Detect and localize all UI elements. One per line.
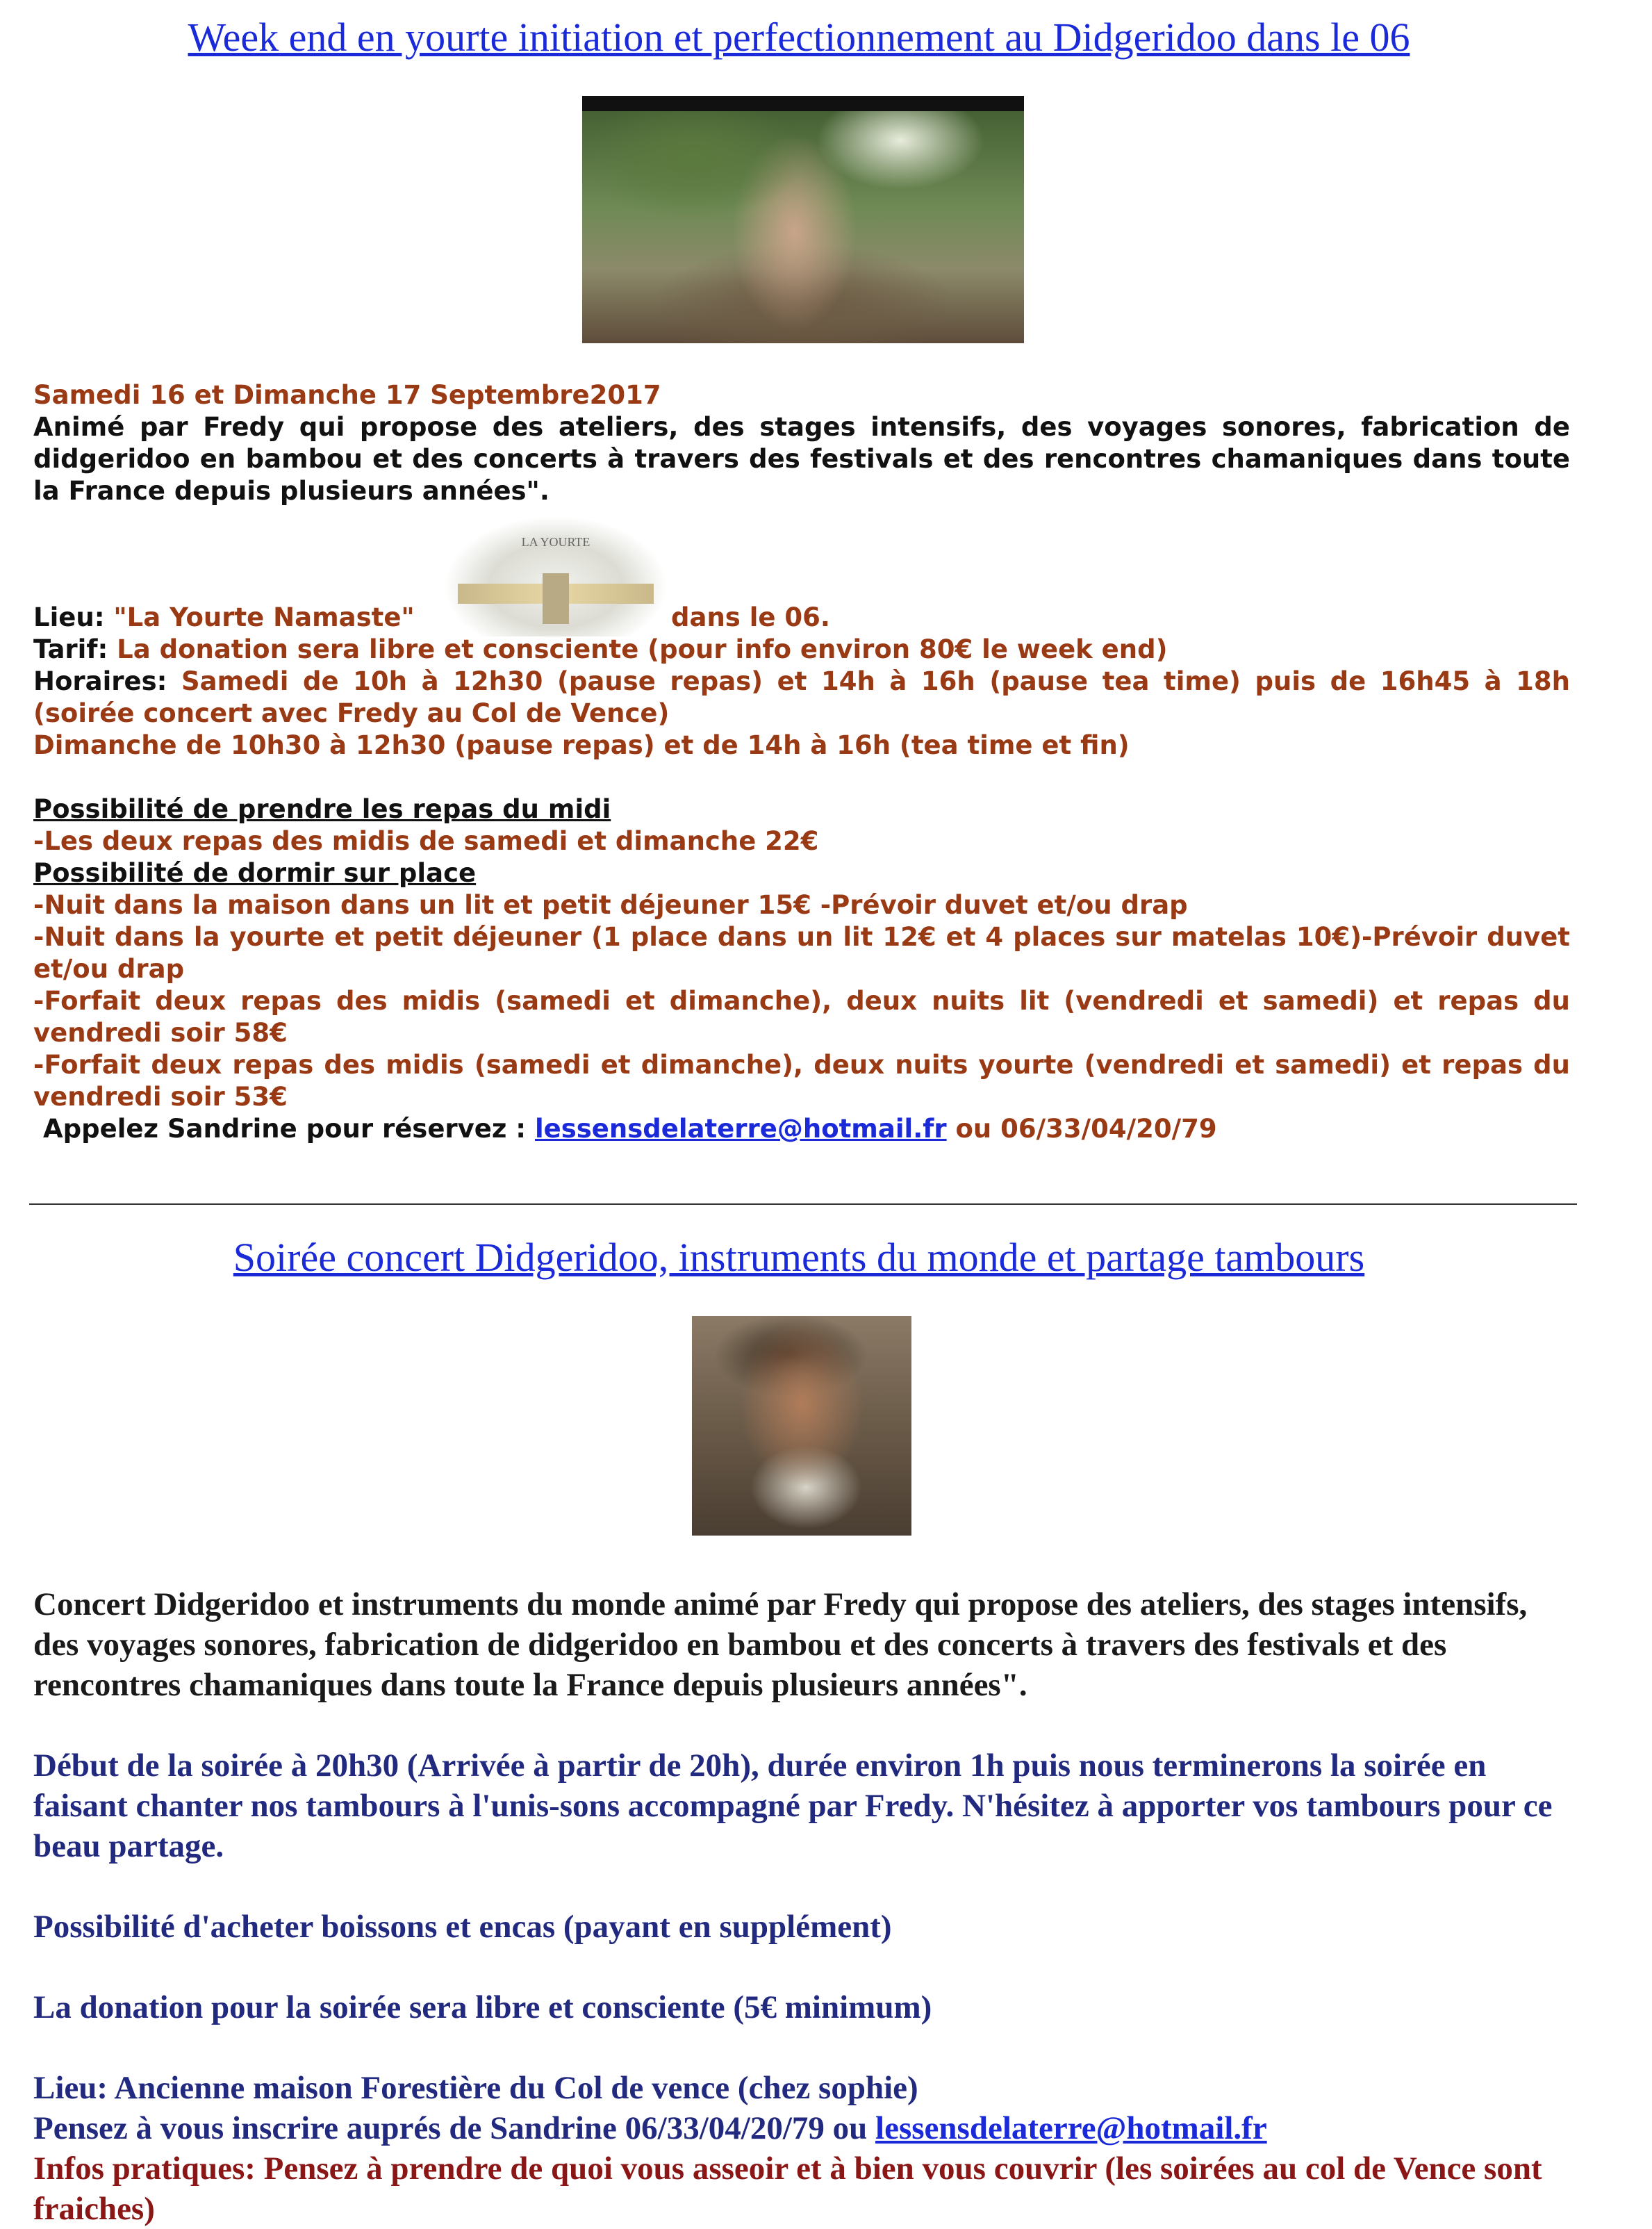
concert-intro: Concert Didgeridoo et instruments du monde animé par Fredy qui propose des ateliers, des stages intensifs, des voyages sonores, fabrication de didgeridoo en bambou et des concerts à travers des festivals et des rencontres chamaniques dans toute la France depuis plusieurs années". — [33, 1586, 1528, 1703]
dormir-item: -Forfait deux repas des midis (samedi et dimanche), deux nuits lit (vendredi et samedi) et repas du vendredi soir 58€ — [33, 986, 1570, 1048]
phone-status-bar — [582, 96, 1024, 111]
yurt-door — [543, 573, 569, 624]
repas-item: -Les deux repas des midis de samedi et dimanche 22€ — [33, 826, 819, 856]
lieu-value: "La Yourte Namaste" — [113, 602, 415, 632]
contact-email-link[interactable]: lessensdelaterre@hotmail.fr — [534, 1114, 947, 1144]
didgeridoo-workshop-photo — [582, 96, 1024, 343]
dormir-item: -Forfait deux repas des midis (samedi et dimanche), deux nuits yourte (vendredi et samedi) et repas du vendredi soir 53€ — [33, 1050, 1570, 1112]
concert-debut: Début de la soirée à 20h30 (Arrivée à partir de 20h), durée environ 1h puis nous terminerons la soirée en faisant chanter nos tambours à l'unis-sons accompagné par Fredy. N'hésitez à apporter vos tambours pour ce beau partage. — [33, 1747, 1553, 1864]
fredy-portrait-photo — [692, 1316, 911, 1536]
contact-line — [43, 1113, 1217, 1145]
tarif-value: La donation sera libre et consciente (pour info environ 80€ le week end) — [117, 634, 1168, 664]
inscrire-line — [33, 2108, 1267, 2148]
yurt-image — [445, 510, 667, 636]
contact-prefix: Appelez Sandrine pour réservez : — [43, 1114, 527, 1144]
tarif-line — [33, 634, 1167, 666]
section2-title[interactable]: Soirée concert Didgeridoo, instruments du monde et partage tambours — [233, 1235, 1365, 1280]
infos-pratiques: Infos pratiques: Pensez à prendre de quoi vous asseoir et à bien vous couvrir (les soirées au col de Vence sont fraiches) — [33, 2150, 1542, 2227]
inscrire-prefix: Pensez à vous inscrire auprés de Sandrine 06/33/04/20/79 ou — [33, 2110, 868, 2146]
event-intro: Animé par Fredy qui propose des ateliers, des stages intensifs, des voyages sonores, fabrication de didgeridoo en bambou et des concerts à travers des festivals et des rencontres chamaniques dans toute la France depuis plusieurs années". — [33, 412, 1570, 506]
dimanche-line: Dimanche de 10h30 à 12h30 (pause repas) et de 14h à 16h (tea time et fin) — [33, 730, 1130, 760]
tarif-label: Tarif: — [33, 634, 108, 664]
horaires-label: Horaires: — [33, 666, 167, 696]
event-date: Samedi 16 et Dimanche 17 Septembre2017 — [33, 380, 661, 410]
inscrire-email-link[interactable]: lessensdelaterre@hotmail.fr — [875, 2110, 1267, 2146]
lieu-suffix: dans le 06. — [671, 602, 830, 632]
yurt-sign: LA YOURTE — [521, 535, 590, 549]
contact-phone: ou 06/33/04/20/79 — [955, 1114, 1217, 1144]
lieu-line — [33, 602, 415, 634]
dormir-item: -Nuit dans la maison dans un lit et petit déjeuner 15€ -Prévoir duvet et/ou drap — [33, 890, 1188, 920]
dormir-heading: Possibilité de dormir sur place — [33, 858, 477, 888]
repas-heading: Possibilité de prendre les repas du midi — [33, 794, 611, 824]
section1-title[interactable]: Week end en yourte initiation et perfectionnement au Didgeridoo dans le 06 — [188, 15, 1410, 60]
concert-lieu: Lieu: Ancienne maison Forestière du Col de vence (chez sophie) — [33, 2070, 918, 2106]
concert-donation: La donation pour la soirée sera libre et consciente (5€ minimum) — [33, 1989, 932, 2025]
section-divider — [29, 1203, 1577, 1205]
horaires-line — [33, 666, 1570, 730]
dormir-item: -Nuit dans la yourte et petit déjeuner (1 place dans un lit 12€ et 4 places sur matelas 10€)-Prévoir duvet et/ou drap — [33, 922, 1570, 984]
lieu-label: Lieu: — [33, 602, 105, 632]
horaires-value: Samedi de 10h à 12h30 (pause repas) et 14h à 16h (pause tea time) puis de 16h45 à 18h (soirée concert avec Fredy au Col de Vence) — [33, 666, 1570, 728]
concert-boissons: Possibilité d'acheter boissons et encas (payant en supplément) — [33, 1909, 892, 1945]
